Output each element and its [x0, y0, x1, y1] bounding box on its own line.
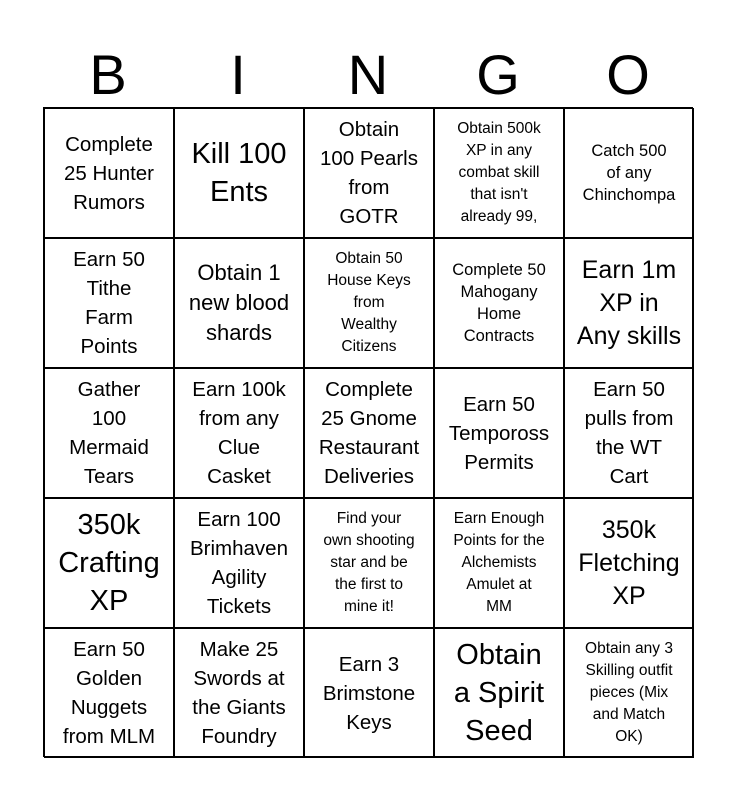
bingo-cell-21[interactable]: Earn 50 Golden Nuggets from MLM — [44, 628, 174, 758]
bingo-cell-6[interactable]: Earn 50 Tithe Farm Points — [44, 238, 174, 368]
bingo-cell-2[interactable]: Kill 100 Ents — [174, 108, 304, 238]
bingo-cell-8[interactable]: Obtain 50 House Keys from Wealthy Citizens — [304, 238, 434, 368]
bingo-cell-23[interactable]: Earn 3 Brimstone Keys — [304, 628, 434, 758]
header-letter-o: O — [606, 43, 650, 106]
header-letter-i: I — [230, 43, 246, 106]
bingo-cell-3[interactable]: Obtain 100 Pearls from GOTR — [304, 108, 434, 238]
bingo-cell-9[interactable]: Complete 50 Mahogany Home Contracts — [434, 238, 564, 368]
bingo-cell-1[interactable]: Complete 25 Hunter Rumors — [44, 108, 174, 238]
bingo-cell-11[interactable]: Gather 100 Mermaid Tears — [44, 368, 174, 498]
bingo-cell-25[interactable]: Obtain any 3 Skilling outfit pieces (Mix and Match OK) — [564, 628, 694, 758]
bingo-cell-17[interactable]: Earn 100 Brimhaven Agility Tickets — [174, 498, 304, 628]
bingo-cell-7[interactable]: Obtain 1 new blood shards — [174, 238, 304, 368]
bingo-cell-18[interactable]: Find your own shooting star and be the first to mine it! — [304, 498, 434, 628]
bingo-header — [43, 44, 693, 106]
bingo-cell-12[interactable]: Earn 100k from any Clue Casket — [174, 368, 304, 498]
bingo-cell-4[interactable]: Obtain 500k XP in any combat skill that isn't already 99, — [434, 108, 564, 238]
header-letter-g: G — [476, 43, 520, 106]
bingo-cell-15[interactable]: Earn 50 pulls from the WT Cart — [564, 368, 694, 498]
bingo-cell-5[interactable]: Catch 500 of any Chinchompa — [564, 108, 694, 238]
bingo-cell-20[interactable]: 350k Fletching XP — [564, 498, 694, 628]
bingo-cell-19[interactable]: Earn Enough Points for the Alchemists Amulet at MM — [434, 498, 564, 628]
header-letter-b: B — [89, 43, 127, 106]
bingo-cell-14[interactable]: Earn 50 Tempoross Permits — [434, 368, 564, 498]
bingo-card — [43, 107, 693, 757]
bingo-cell-24[interactable]: Obtain a Spirit Seed — [434, 628, 564, 758]
bingo-cell-10[interactable]: Earn 1m XP in Any skills — [564, 238, 694, 368]
bingo-cell-22[interactable]: Make 25 Swords at the Giants Foundry — [174, 628, 304, 758]
bingo-cell-13[interactable]: Complete 25 Gnome Restaurant Deliveries — [304, 368, 434, 498]
header-letter-n: N — [347, 43, 389, 106]
bingo-cell-16[interactable]: 350k Crafting XP — [44, 498, 174, 628]
